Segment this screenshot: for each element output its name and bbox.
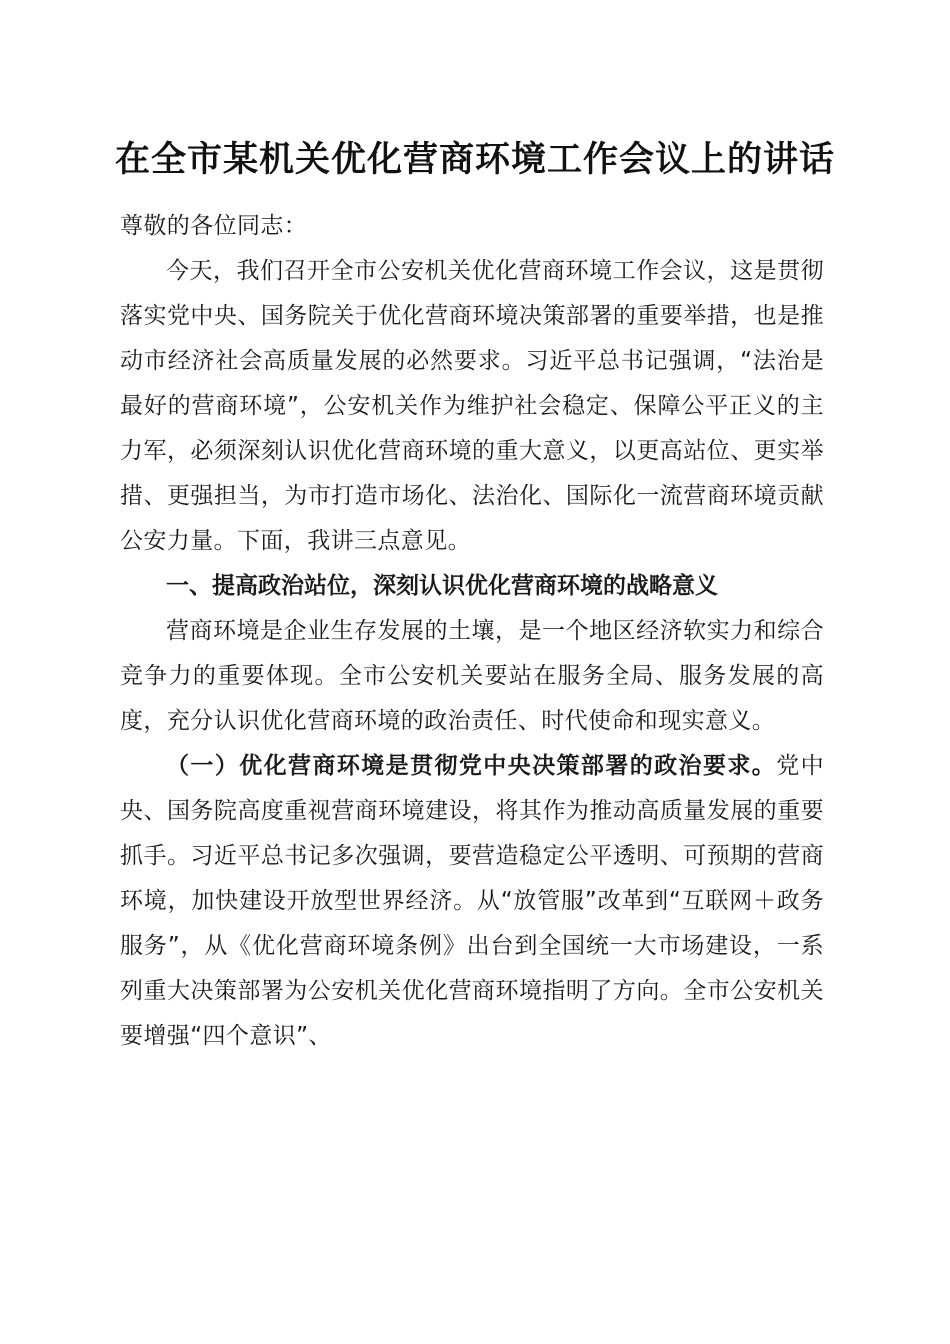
intro-paragraph: 今天，我们召开全市公安机关优化营商环境工作会议，这是贯彻落实党中央、国务院关于优化营商环境决策部署的重要举措，也是推动市经济社会高质量发展的必然要求。习近平总书记强调，“法治是最好的营商环境”，公安机关作为维护社会稳定、保障公平正义的主力军，必须深刻认识优化营商环境的重大意义，以更高站位、更实举措、更强担当，为市打造市场化、法治化、国际化一流营商环境贡献公安力量。下面，我讲三点意见。 <box>120 258 824 554</box>
document-body <box>120 204 824 1059</box>
subsection-1-text: 党中央、国务院高度重视营商环境建设，将其作为推动高质量发展的重要抓手。习近平总书记多次强调，要营造稳定公平透明、可预期的营商环境，加快建设开放型世界经济。从“放管服”改革到“互联网＋政务服务”，从《优化营商环境条例》出台到全国统一大市场建设，一系列重大决策部署为公安机关优化营商环境指明了方向。全市公安机关要增强“四个意识”、 <box>120 753 824 1049</box>
section-1-heading: 一、提高政治站位，深刻认识优化营商环境的战略意义 <box>166 573 718 599</box>
section-1-paragraph: 营商环境是企业生存发展的土壤，是一个地区经济软实力和综合竞争力的重要体现。全市公安机关要站在服务全局、服务发展的高度，充分认识优化营商环境的政治责任、时代使命和现实意义。 <box>120 618 824 734</box>
document-title: 在全市某机关优化营商环境工作会议上的讲话 <box>114 139 835 180</box>
salutation: 尊敬的各位同志： <box>120 213 308 239</box>
subsection-1-lead: （一）优化营商环境是贯彻党中央决策部署的政治要求。 <box>166 753 777 779</box>
subsection-1-paragraph <box>120 744 824 1059</box>
